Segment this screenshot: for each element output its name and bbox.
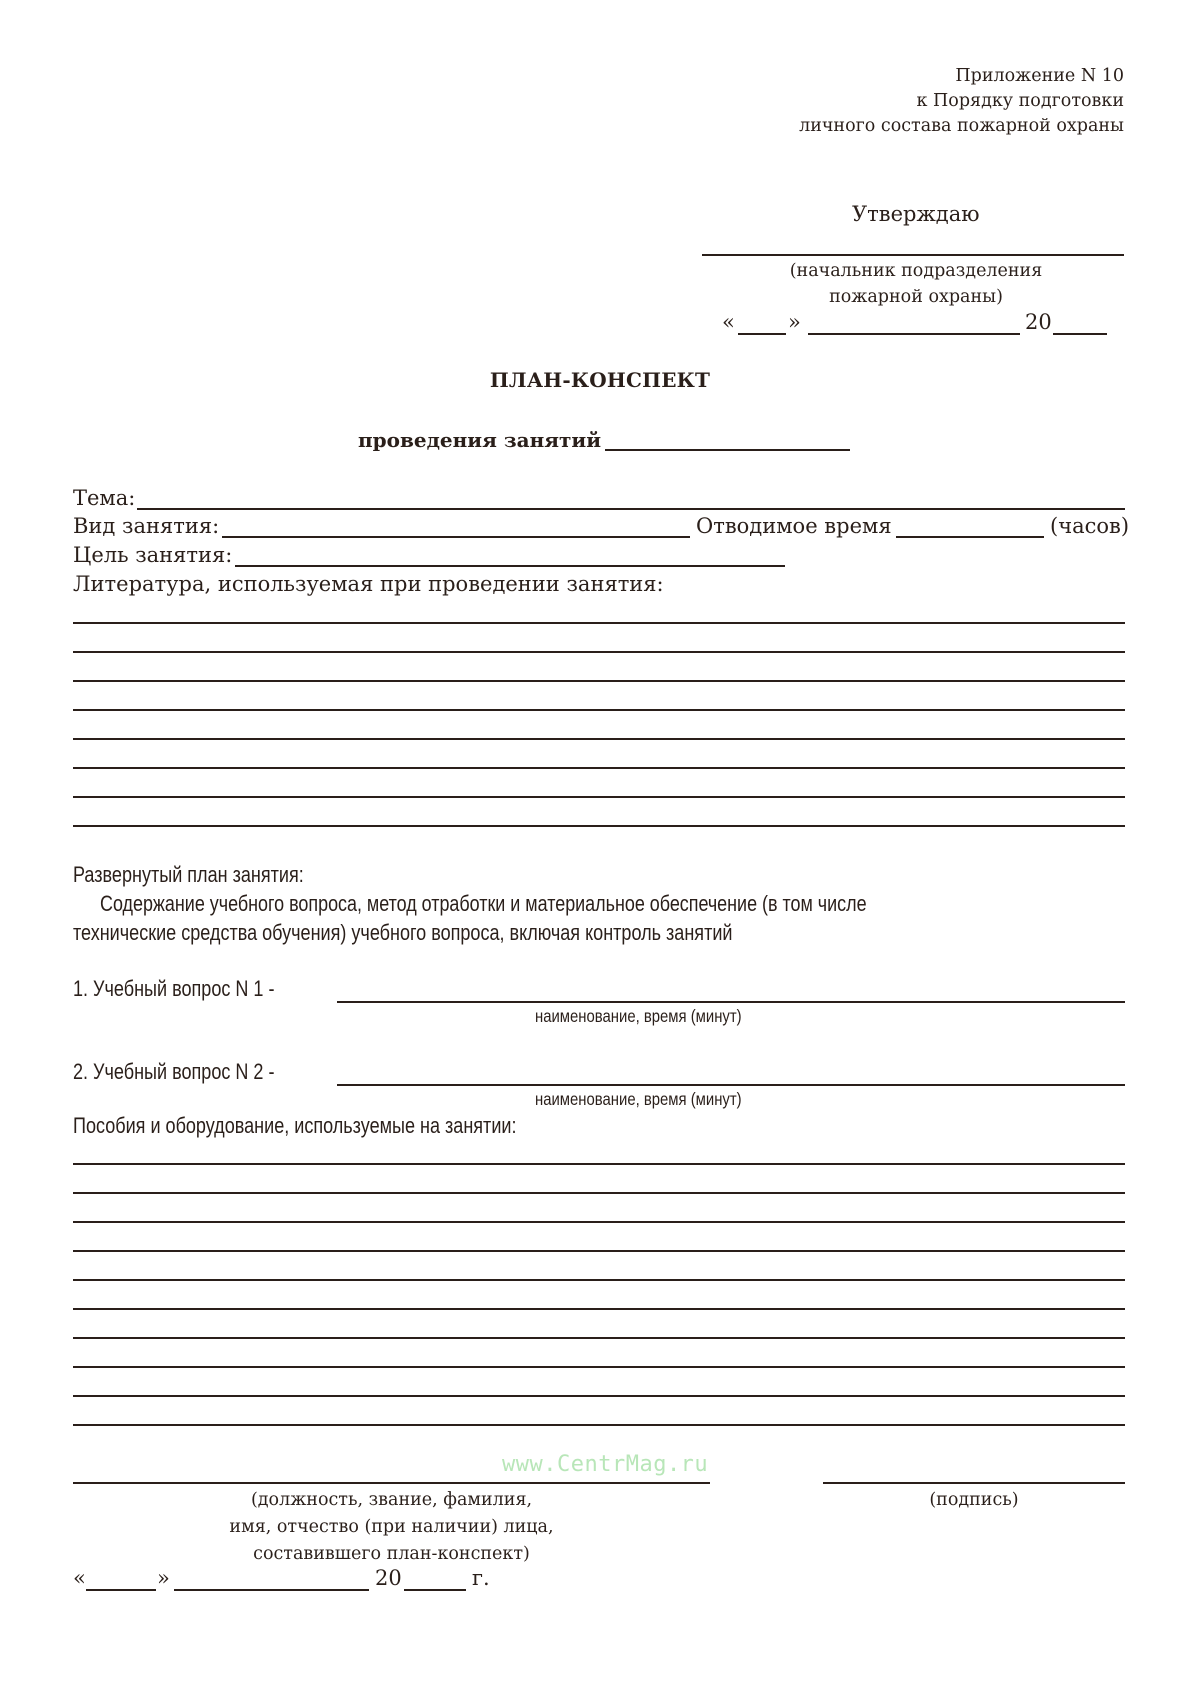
question-2-caption: наименование, время (минут) bbox=[535, 1089, 742, 1109]
question-2-label: 2. Учебный вопрос N 2 - bbox=[73, 1059, 275, 1084]
equipment-line[interactable] bbox=[73, 1279, 1125, 1281]
author-month-field[interactable] bbox=[174, 1589, 369, 1591]
literature-line[interactable] bbox=[73, 680, 1125, 682]
goal-field[interactable] bbox=[235, 565, 785, 567]
document-title: ПЛАН-КОНСПЕКТ bbox=[489, 368, 711, 392]
equipment-line[interactable] bbox=[73, 1395, 1125, 1397]
approval-title: Утверждаю bbox=[852, 202, 980, 226]
approval-year-prefix: 20 bbox=[1025, 310, 1052, 334]
question-1-label: 1. Учебный вопрос N 1 - bbox=[73, 976, 275, 1001]
equipment-line[interactable] bbox=[73, 1192, 1125, 1194]
author-caption-line2: имя, отчество (при наличии) лица, bbox=[229, 1517, 554, 1537]
author-date-suffix: г. bbox=[472, 1566, 490, 1590]
appendix-reference: к Порядку подготовки bbox=[916, 91, 1124, 111]
plan-description-line1: Содержание учебного вопроса, метод отработки и материальное обеспечение (в том числе bbox=[100, 891, 867, 916]
literature-line[interactable] bbox=[73, 738, 1125, 740]
equipment-line[interactable] bbox=[73, 1250, 1125, 1252]
literature-line[interactable] bbox=[73, 622, 1125, 624]
plan-heading: Развернутый план занятия: bbox=[73, 862, 304, 887]
equipment-line[interactable] bbox=[73, 1424, 1125, 1426]
signature-field[interactable] bbox=[823, 1482, 1125, 1484]
goal-label: Цель занятия: bbox=[73, 543, 233, 567]
approver-signature-field[interactable] bbox=[702, 254, 1124, 256]
signature-caption: (подпись) bbox=[929, 1490, 1019, 1510]
literature-line[interactable] bbox=[73, 825, 1125, 827]
document-subtitle: проведения занятий bbox=[358, 428, 602, 452]
question-2-field[interactable] bbox=[337, 1084, 1125, 1086]
allotted-time-field[interactable] bbox=[896, 536, 1044, 538]
question-1-field[interactable] bbox=[337, 1001, 1125, 1003]
appendix-number: Приложение N 10 bbox=[955, 66, 1124, 86]
approver-caption-line2: пожарной охраны) bbox=[829, 287, 1003, 307]
approver-caption-line1: (начальник подразделения bbox=[789, 261, 1043, 281]
lesson-type-label: Вид занятия: bbox=[73, 514, 220, 538]
lesson-group-field[interactable] bbox=[605, 449, 850, 451]
hours-unit: (часов) bbox=[1050, 514, 1130, 538]
equipment-label: Пособия и оборудование, используемые на занятии: bbox=[73, 1113, 517, 1138]
author-year-field[interactable] bbox=[404, 1589, 466, 1591]
equipment-line[interactable] bbox=[73, 1163, 1125, 1165]
topic-label: Тема: bbox=[73, 486, 136, 510]
watermark: www.CentrMag.ru bbox=[502, 1452, 709, 1477]
author-name-field[interactable] bbox=[73, 1482, 710, 1484]
allotted-time-label: Отводимое время bbox=[696, 514, 892, 538]
approval-date-open-quote: « bbox=[722, 310, 735, 334]
literature-line[interactable] bbox=[73, 767, 1125, 769]
literature-line[interactable] bbox=[73, 796, 1125, 798]
author-caption-line1: (должность, звание, фамилия, bbox=[250, 1490, 533, 1510]
approval-year-field[interactable] bbox=[1053, 333, 1107, 335]
approval-month-field[interactable] bbox=[808, 333, 1020, 335]
approval-day-field[interactable] bbox=[738, 333, 786, 335]
approval-date-close-quote: » bbox=[788, 310, 801, 334]
literature-line[interactable] bbox=[73, 651, 1125, 653]
equipment-line[interactable] bbox=[73, 1366, 1125, 1368]
author-date-open-quote: « bbox=[73, 1566, 86, 1590]
equipment-line[interactable] bbox=[73, 1221, 1125, 1223]
topic-field[interactable] bbox=[137, 508, 1125, 510]
question-1-caption: наименование, время (минут) bbox=[535, 1006, 742, 1026]
literature-label: Литература, используемая при проведении занятия: bbox=[73, 572, 664, 596]
author-date-close-quote: » bbox=[157, 1566, 170, 1590]
author-caption-line3: составившего план-конспект) bbox=[253, 1544, 530, 1564]
author-year-prefix: 20 bbox=[375, 1566, 402, 1590]
plan-description-line2: технические средства обучения) учебного вопроса, включая контроль занятий bbox=[73, 920, 733, 945]
lesson-type-field[interactable] bbox=[222, 536, 690, 538]
literature-line[interactable] bbox=[73, 709, 1125, 711]
appendix-subject: личного состава пожарной охраны bbox=[799, 116, 1124, 136]
author-day-field[interactable] bbox=[86, 1589, 156, 1591]
equipment-line[interactable] bbox=[73, 1308, 1125, 1310]
equipment-line[interactable] bbox=[73, 1337, 1125, 1339]
